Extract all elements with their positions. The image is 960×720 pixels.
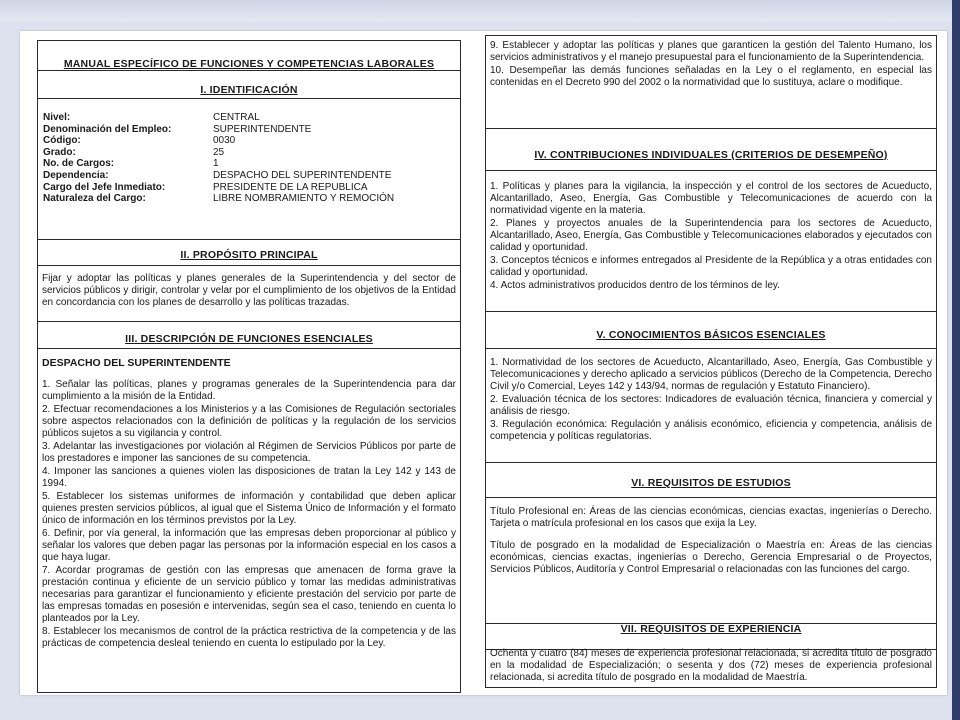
- proposito-text: Fijar y adoptar las políticas y planes generales de la Superintendencia y del sector de servicios públicos y dirigir, controlar y velar por el cumplimiento de los objetivos de la Entidad en concordancia con los planes de desarrollo y las políticas trazadas.: [42, 273, 456, 308]
- experiencia-title: VII. REQUISITOS DE EXPERIENCIA: [620, 623, 802, 635]
- funcion-item: 1. Señalar las políticas, planes y programas generales de la Superintendencia para dar cumplimiento a la misión de la Entidad.: [42, 379, 456, 402]
- id-value: 25: [213, 146, 225, 158]
- contribuciones-list: [490, 181, 932, 293]
- contribucion-item: 4. Actos administrativos producidos dentro de los términos de ley.: [490, 280, 780, 291]
- funciones-body: [38, 349, 460, 692]
- funciones-cont-list: [490, 40, 932, 90]
- id-row-dependencia: [43, 170, 453, 182]
- document-title: MANUAL ESPECÍFICO DE FUNCIONES Y COMPETENCIAS LABORALES: [63, 58, 435, 70]
- id-label: Cargo del Jefe Inmediato:: [43, 181, 166, 193]
- document-title-cell: [38, 41, 460, 71]
- id-label: Denominación del Empleo:: [43, 123, 172, 135]
- funciones-title: III. DESCRIPCIÓN DE FUNCIONES ESENCIALES: [125, 333, 373, 345]
- id-value: SUPERINTENDENTE: [213, 123, 312, 135]
- proposito-title: II. PROPÓSITO PRINCIPAL: [180, 249, 318, 261]
- id-value: LIBRE NOMBRAMIENTO Y REMOCIÓN: [213, 193, 395, 205]
- slide-top-band: [0, 0, 960, 22]
- contribucion-item: 1. Políticas y planes para la vigilancia, la inspección y el control de los sectores de Acueducto, Alcantarillado, Aseo, Energía, Gas Combustible y Telecomunicaciones de acuerdo con la normatividad vigente en la materia.: [490, 181, 932, 216]
- funcion-item: 2. Efectuar recomendaciones a los Ministerios y a las Comisiones de Regulación sectoriales sobre aspectos relacionados con la definición de políticas y la regulación de los servicios públicos sujetos a su vigilancia y control.: [42, 404, 456, 439]
- contribuciones-header-cell: [486, 129, 936, 171]
- conocimientos-list: [490, 357, 932, 444]
- id-row-denominacion: [43, 124, 453, 136]
- contribucion-item: 3. Conceptos técnicos e informes entregados al Presidente de la República y a otras entidades con calidad y oportunidad.: [490, 255, 932, 278]
- contribucion-item: 2. Planes y proyectos anuales de la Superintendencia para los sectores de Acueducto, Alcantarillado, Aseo, Energía, Gas Combustible y Telecomunicaciones elaborados y ejecutados con calidad y oportunidad.: [490, 218, 932, 253]
- right-column: [485, 35, 937, 688]
- estudio-item: Título Profesional en: Áreas de las ciencias económicas, ciencias exactas, ingenierías o Derecho. Tarjeta o matrícula profesional en los casos que exija la Ley.: [490, 506, 932, 529]
- id-label: Naturaleza del Cargo:: [43, 193, 146, 205]
- conocimiento-item: 2. Evaluación técnica de los sectores: Indicadores de evaluación técnica, financiera y comercial y análisis de riesgo.: [490, 394, 932, 417]
- funciones-header-cell: [38, 322, 460, 349]
- conocimientos-title: V. CONOCIMIENTOS BÁSICOS ESENCIALES: [596, 329, 826, 341]
- estudios-list: [490, 506, 932, 577]
- document-page: [20, 31, 947, 695]
- id-value: 0030: [213, 135, 236, 147]
- slide-right-bar: [952, 0, 960, 720]
- funcion-item: 3. Adelantar las investigaciones por violación al Régimen de Servicios Públicos por parte de los prestadores e imponer las sanciones de su competencia.: [42, 441, 456, 464]
- contribuciones-title: IV. CONTRIBUCIONES INDIVIDUALES (CRITERIOS DE DESEMPEÑO): [534, 149, 888, 161]
- proposito-body: [38, 266, 460, 322]
- id-label: Código:: [43, 135, 81, 147]
- experiencia-header-cell: [486, 624, 936, 650]
- id-row-cargos: [43, 158, 453, 170]
- id-value: CENTRAL: [213, 112, 260, 123]
- proposito-header-cell: [38, 240, 460, 266]
- conocimiento-item: 3. Regulación económica: Regulación y análisis económico, eficiencia y competencia, análisis de competencia y políticas regulatorias.: [490, 419, 932, 442]
- id-label: Nivel:: [43, 112, 71, 123]
- estudios-header-cell: [486, 463, 936, 498]
- funciones-continuacion: [486, 36, 936, 129]
- id-row-grado: [43, 147, 453, 159]
- funcion-item: 9. Establecer y adoptar las políticas y planes que garanticen la gestión del Talento Humano, los servicios administrativos y el manejo presupuestal para el funcionamiento de la Superintendencia.: [490, 40, 932, 63]
- estudio-item: Título de posgrado en la modalidad de Especialización o Maestría en: Áreas de las ciencias económicas, ciencias exactas, ingenierías o Derecho, Gerencia Empresarial o de Proyectos, Servicios Públicos, Auditoría y Control Empresarial o relacionadas con las funciones del cargo.: [490, 540, 932, 575]
- id-label: Grado:: [43, 146, 76, 158]
- left-column: [37, 40, 461, 693]
- id-value: 1: [213, 158, 219, 170]
- identificacion-header-cell: [38, 71, 460, 99]
- funciones-subtitle: DESPACHO DEL SUPERINTENDENTE: [42, 357, 231, 369]
- funcion-item: 8. Establecer los mecanismos de control de la práctica restrictiva de la competencia y de las prácticas de competencia desleal teniendo en cuenta lo estipulado por la Ley.: [42, 626, 456, 649]
- funcion-item: 7. Acordar programas de gestión con las empresas que amenacen de forma grave la prestación continua y eficiente de un servicio público y tomar las medidas administrativas necesarias para garantizar el funcionamiento y eficiente prestación del servicio por parte de las empresas tomadas en posesión e intervenidas, según sea el caso, teniendo en cuenta lo planteados por la Ley.: [42, 565, 456, 624]
- funciones-list: [42, 353, 456, 651]
- estudios-title: VI. REQUISITOS DE ESTUDIOS: [631, 477, 791, 489]
- funcion-item: 10. Desempeñar las demás funciones señaladas en la Ley o el reglamento, en especial las contenidas en el Decreto 990 del 2002 o la normatividad que lo sustituya, aclare o modifique.: [490, 65, 932, 88]
- conocimientos-header-cell: [486, 312, 936, 349]
- funcion-item: 6. Definir, por vía general, la información que las empresas deben proporcionar al público y señalar los valores que deben pagar las personas por la información especial en los casos a que haya lugar.: [42, 528, 456, 563]
- conocimientos-body: [486, 349, 936, 463]
- identificacion-title: I. IDENTIFICACIÓN: [200, 84, 298, 96]
- id-value: PRESIDENTE DE LA REPUBLICA: [213, 181, 368, 193]
- experiencia-text: Ochenta y cuatro (84) meses de experiencia profesional relacionada, si acredita título de posgrado en la modalidad de Especialización; o sesenta y dos (72) meses de experiencia profesional relacionada, si acredita título de posgrado en la modalidad de Maestría.: [490, 648, 932, 683]
- id-label: No. de Cargos:: [43, 158, 115, 170]
- conocimiento-item: 1. Normatividad de los sectores de Acueducto, Alcantarillado, Aseo, Energía, Gas Combustible y Telecomunicaciones y derecho aplicado a servicios públicos (Derecho de la Competencia, Derecho Civil y/o Comercial, Leyes 142 y 143/94, normas de regulación y Estatuto Financiero).: [490, 357, 932, 392]
- id-row-jefe: [43, 182, 453, 194]
- identificacion-table: [43, 112, 453, 205]
- estudios-body: [486, 498, 936, 624]
- funcion-item: 4. Imponer las sanciones a quienes violen las disposiciones de tratan la Ley 142 y 143 de 1994.: [42, 466, 456, 489]
- contribuciones-body: [486, 171, 936, 312]
- id-row-codigo: [43, 135, 453, 147]
- experiencia-body: [486, 648, 936, 687]
- funcion-item: 5. Establecer los sistemas uniformes de información y contabilidad que deben aplicar quienes presten servicios públicos, al igual que el Sistema Único de Información y el formato único de información en los términos previstos por la Ley.: [42, 491, 456, 526]
- id-label: Dependencia:: [43, 169, 109, 181]
- id-row-naturaleza: [43, 193, 453, 205]
- id-value: DESPACHO DEL SUPERINTENDENTE: [213, 169, 392, 181]
- id-row-nivel: [43, 112, 453, 124]
